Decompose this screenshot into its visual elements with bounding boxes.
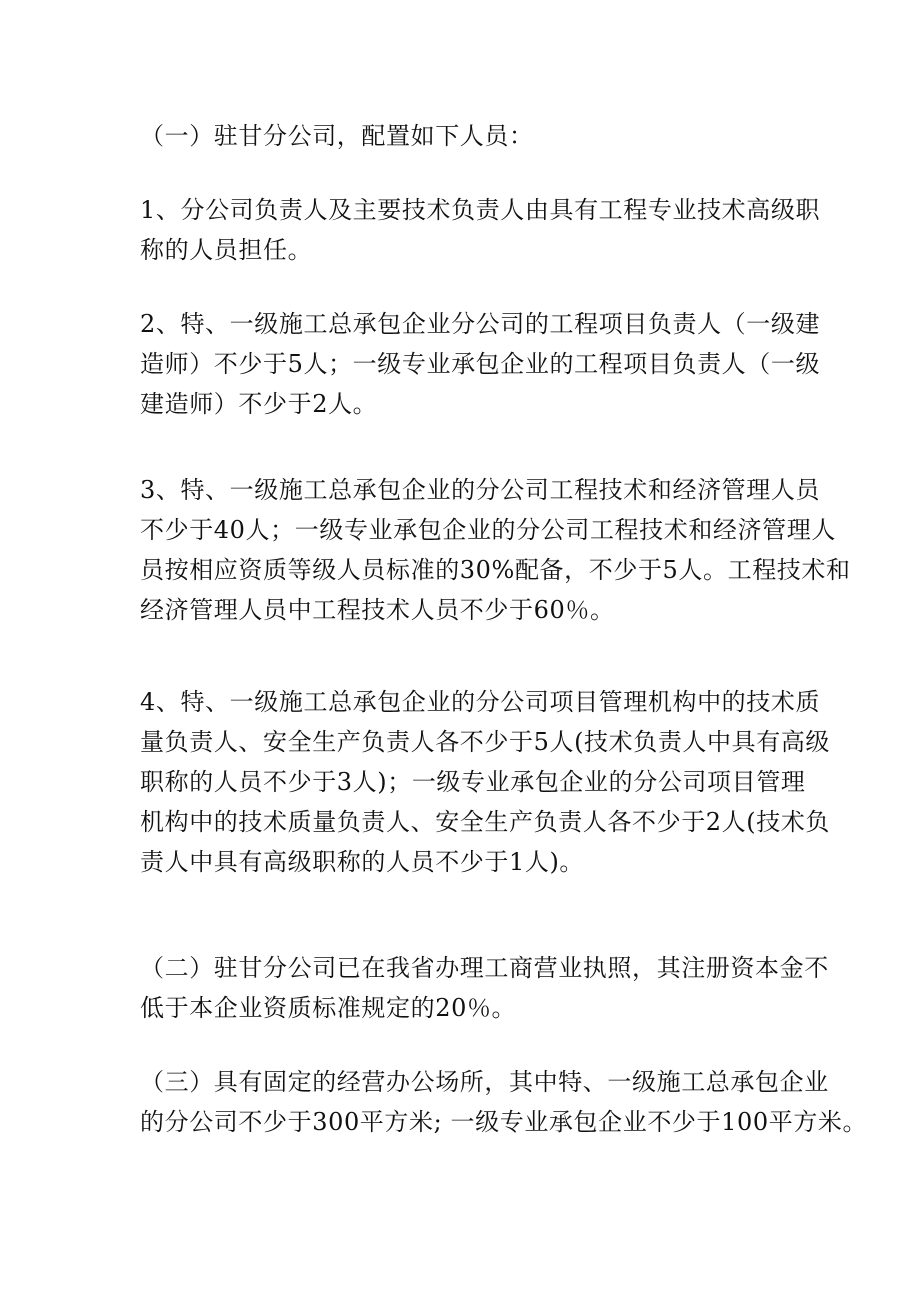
text-line: 称的人员担任。: [140, 236, 313, 264]
item-2-paragraph: [140, 304, 821, 424]
text-line: 建造师）不少于2人。: [140, 390, 378, 418]
text-line: 量负责人、安全生产负责人各不少于5人(技术负责人中具有高级: [140, 728, 831, 756]
text-line: （二）驻甘分公司已在我省办理工商营业执照，其注册资本金不: [140, 954, 829, 982]
text-line: 2、特、一级施工总承包企业分公司的工程项目负责人（一级建: [140, 310, 821, 338]
text-line: 不少于40人；一级专业承包企业的分公司工程技术和经济管理人: [140, 516, 836, 544]
item-1-paragraph: [140, 190, 821, 270]
item-4-paragraph: [140, 682, 831, 882]
section-two-paragraph: [140, 948, 829, 1028]
text-line: 责人中具有高级职称的人员不少于1人)。: [140, 848, 585, 876]
text-line: 员按相应资质等级人员标准的30%配备，不少于5人。工程技术和: [140, 556, 851, 584]
text-line: 造师）不少于5人；一级专业承包企业的工程项目负责人（一级: [140, 350, 821, 378]
section-three-paragraph: [140, 1062, 868, 1142]
text-line: 低于本企业资质标准规定的20％。: [140, 994, 517, 1022]
text-line: 4、特、一级施工总承包企业的分公司项目管理机构中的技术质: [140, 688, 821, 716]
item-3-paragraph: [140, 470, 851, 630]
text-line: 1、分公司负责人及主要技术负责人由具有工程专业技术高级职: [140, 196, 821, 224]
section-one-heading: [140, 116, 800, 156]
text-line: （一）驻甘分公司，配置如下人员：: [140, 122, 534, 150]
text-line: （三）具有固定的经营办公场所，其中特、一级施工总承包企业: [140, 1068, 829, 1096]
text-line: 的分公司不少于300平方米; 一级专业承包企业不少于100平方米。: [140, 1108, 868, 1136]
text-line: 职称的人员不少于3人)；一级专业承包企业的分公司项目管理: [140, 768, 806, 796]
text-line: 机构中的技术质量负责人、安全生产负责人各不少于2人(技术负: [140, 808, 831, 836]
text-line: 3、特、一级施工总承包企业的分公司工程技术和经济管理人员: [140, 476, 821, 504]
text-line: 经济管理人员中工程技术人员不少于60％。: [140, 596, 615, 624]
